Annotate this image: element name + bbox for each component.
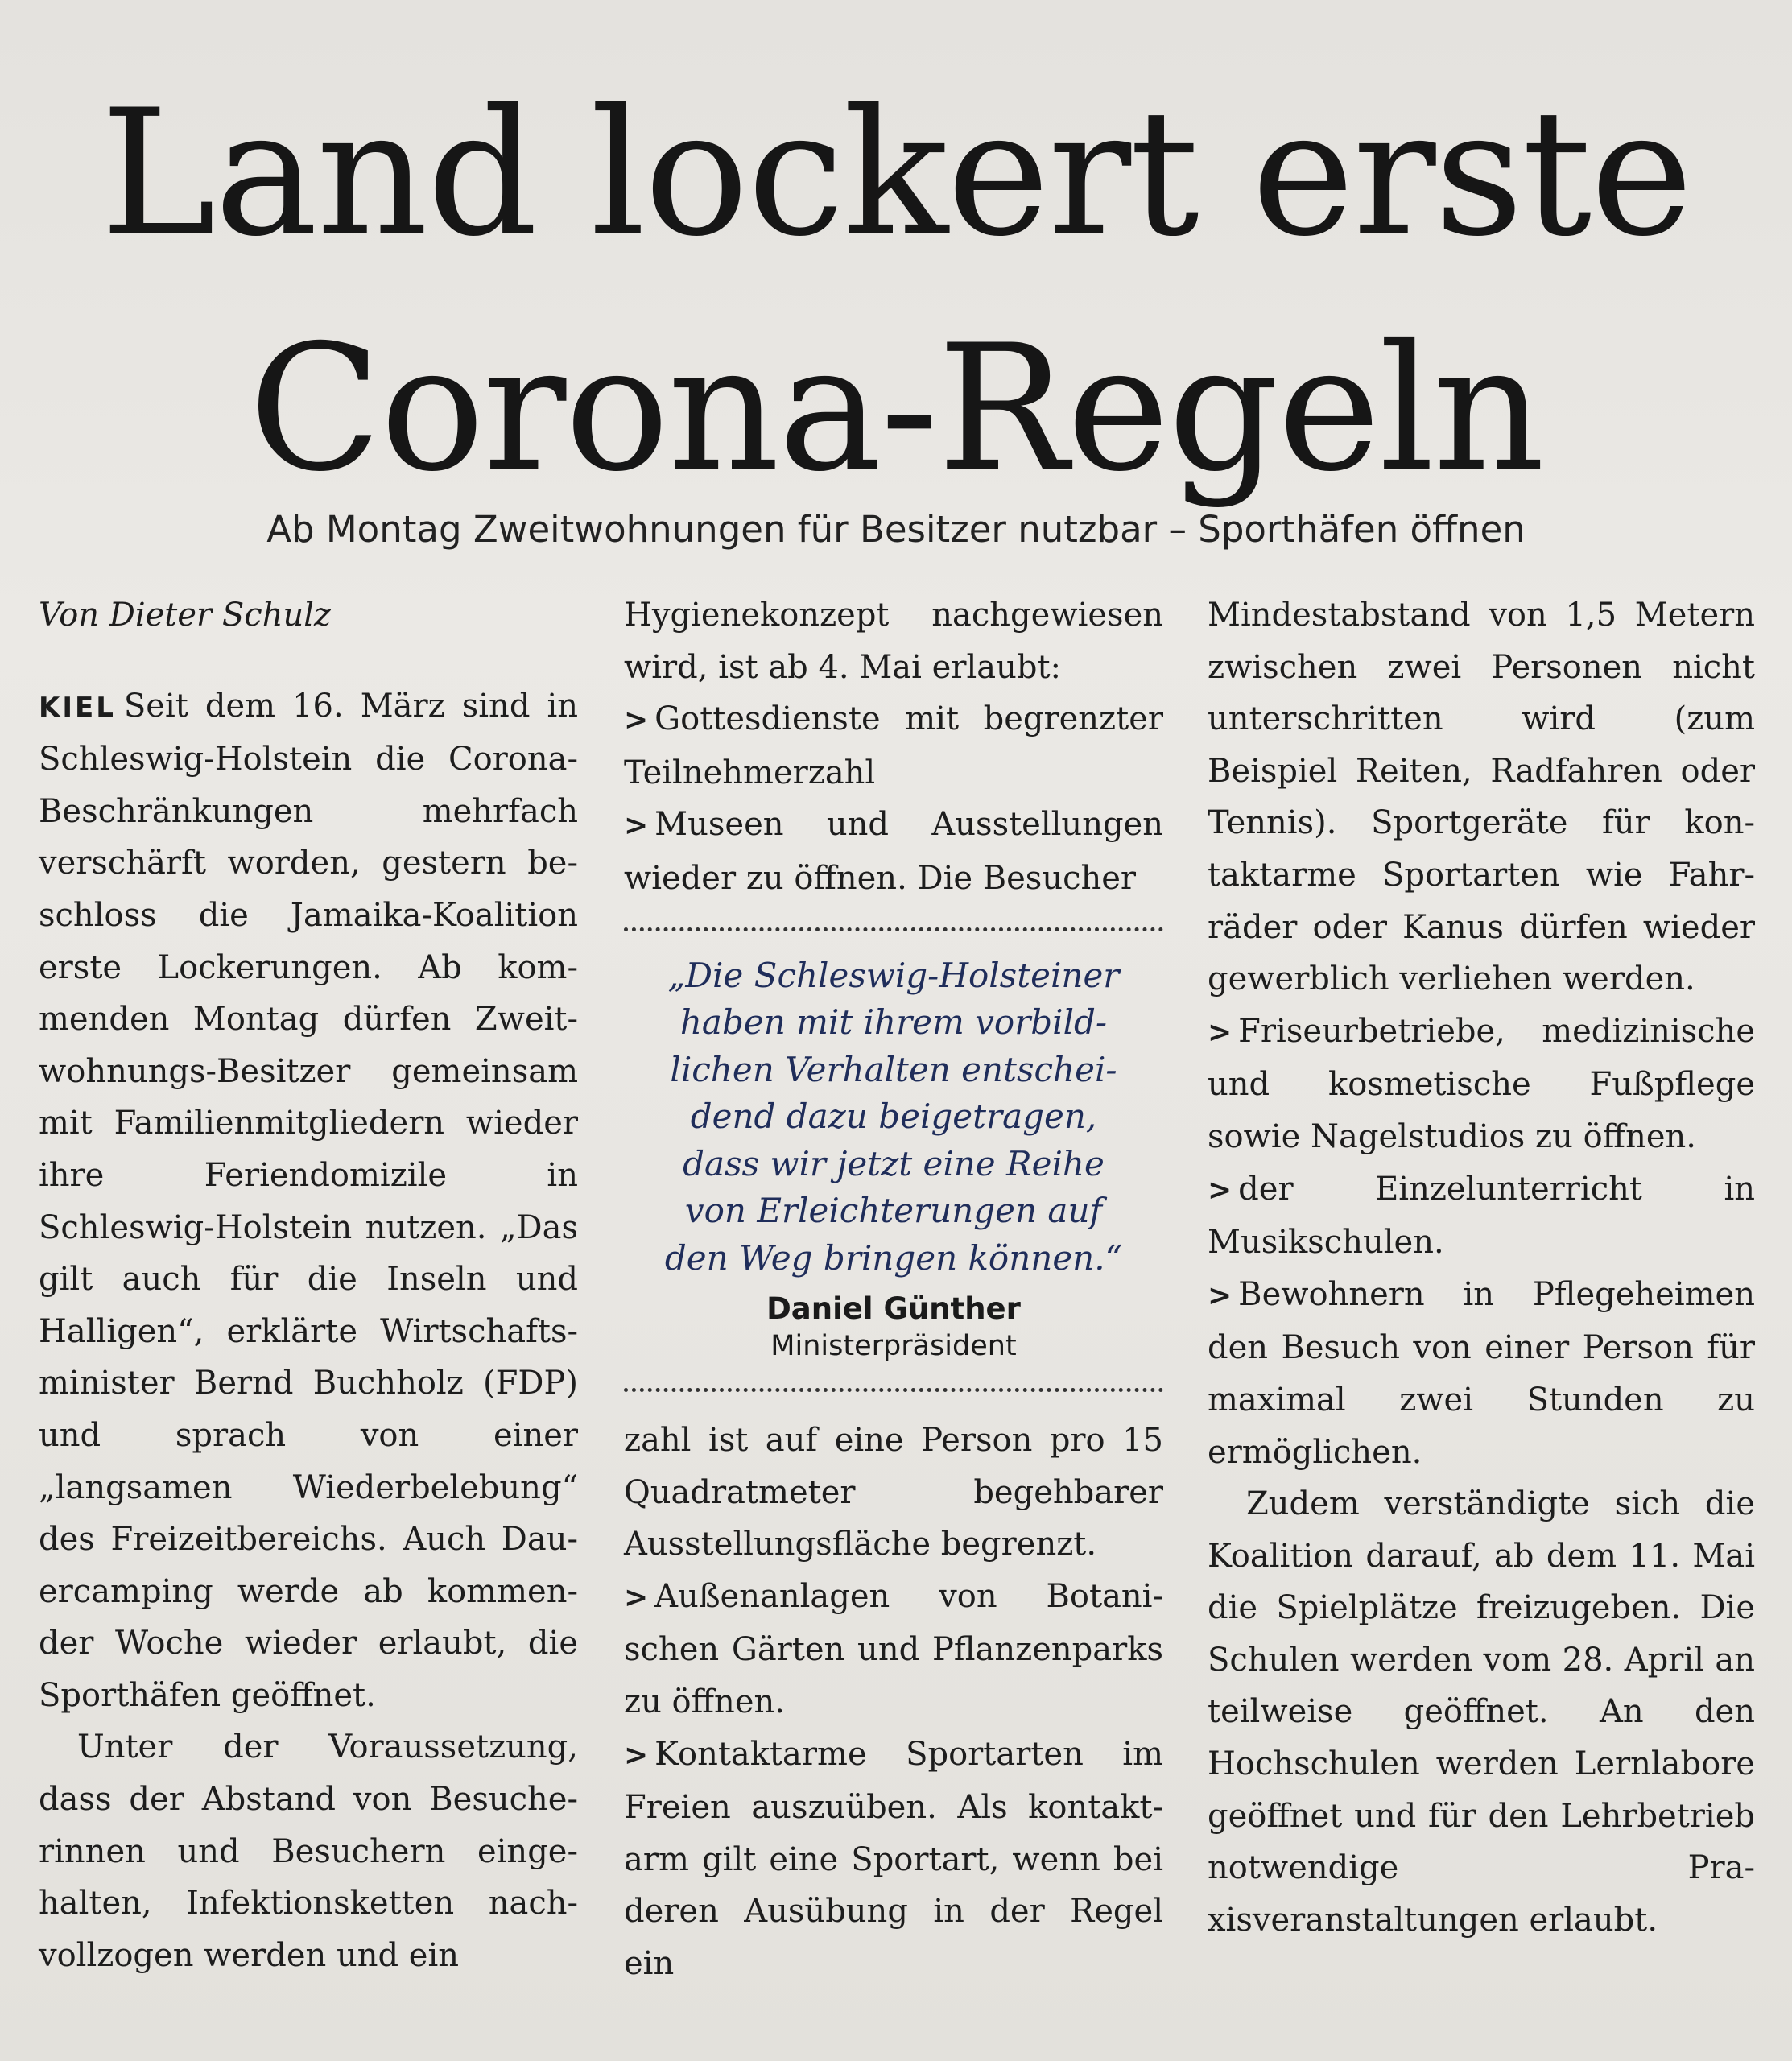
list-item xyxy=(624,1571,1163,1729)
paragraph: Hygienekonzept nachgewiesen wird, ist ab 4. Mai erlaubt: xyxy=(624,597,1163,686)
headline-line-1: Land lockert erste xyxy=(100,72,1692,275)
list-item xyxy=(1208,1006,1755,1163)
bullet-arrow-icon: > xyxy=(624,1580,649,1614)
bullet-arrow-icon: > xyxy=(624,704,649,737)
list-item xyxy=(624,799,1163,904)
dotted-divider xyxy=(624,927,1163,931)
article-column-1 xyxy=(39,589,578,1981)
list-item-text: Friseurbetriebe, medizinische und kosmetische Fußpflege sowie Nagelstudios zu öffnen. xyxy=(1208,1012,1755,1155)
quote-author-role: Ministerpräsident xyxy=(770,1330,1017,1363)
headline xyxy=(0,56,1792,527)
bullet-arrow-icon: > xyxy=(1208,1278,1233,1312)
bullet-arrow-icon: > xyxy=(1208,1015,1233,1049)
article-column-3 xyxy=(1208,589,1755,1946)
quote-text xyxy=(624,952,1163,1282)
quote-line: von Erleichterungen auf xyxy=(684,1191,1103,1231)
quote-line: lichen Verhalten entschei- xyxy=(670,1049,1117,1089)
paragraph: Mindestabstand von 1,5 Metern zwischen zwei Personen nicht unterschritten wird (zum Beispiel Reiten, Radfahren oder Tennis). Sportgeräte für kontaktarme Sportarten wie Fahrräder oder Kanus dürfen wieder gewerblich verliehen werden. xyxy=(1208,597,1755,998)
list-item-text: Kontaktarme Sportarten im Freien auszuüben. Als kontaktarm gilt eine Sportart, wenn bei deren Ausübung in der Regel ein xyxy=(624,1735,1163,1982)
list-item-text: der Einzelunterricht in Musikschulen. xyxy=(1208,1170,1755,1262)
headline-line-2: Corona-Regeln xyxy=(248,308,1544,510)
bullet-arrow-icon: > xyxy=(624,809,649,843)
quote-line: dend dazu beigetragen, xyxy=(690,1097,1097,1137)
byline: Von Dieter Schulz xyxy=(39,597,332,634)
list-item-text: Gottesdienste mit begrenzter Teilnehmerzahl xyxy=(624,700,1163,791)
list-item xyxy=(624,1729,1163,1990)
paragraph: zahl ist auf eine Person pro 15 Quadratmeter begehbarer Ausstellungsfläche begrenzt. xyxy=(624,1422,1163,1563)
list-item-text: Bewohnern in Pflegeheimen den Besuch von einer Person für maximal zwei Stunden zu ermöglichen. xyxy=(1208,1275,1755,1471)
list-item xyxy=(624,693,1163,799)
paragraph: Unter der Voraussetzung, dass der Abstand von Besucherinnen und Besuchern eingehalten, Infektionsketten nachvollzogen werden und ein xyxy=(39,1729,578,1974)
subheadline: Ab Montag Zweitwohnungen für Besitzer nutzbar – Sporthäfen öffnen xyxy=(266,508,1526,551)
paragraph: Zudem verständigte sich die Koalition darauf, ab dem 11. Mai die Spielplätze freizugeben. Die Schulen werden vom 28. April an teilweise geöffnet. An den Hochschulen werden Lernlabore geöffnet und für den Lehrbetrieb notwendige Praxisveranstaltungen erlaubt. xyxy=(1208,1485,1755,1939)
dateline: KIEL xyxy=(39,691,116,724)
list-item-text: Museen und Ausstellungen wieder zu öffnen. Die Besucher xyxy=(624,806,1163,897)
quote-line: haben mit ihrem vorbild- xyxy=(679,1002,1108,1043)
article-column-2 xyxy=(624,589,1163,1990)
bullet-arrow-icon: > xyxy=(1208,1173,1233,1207)
paragraph xyxy=(39,680,578,1722)
quote-line: den Weg bringen können.“ xyxy=(664,1237,1123,1278)
pull-quote xyxy=(624,927,1163,1393)
list-item xyxy=(1208,1269,1755,1478)
quote-author: Daniel Günther xyxy=(766,1291,1021,1327)
bullet-arrow-icon: > xyxy=(624,1738,649,1772)
list-item xyxy=(1208,1163,1755,1269)
dotted-divider xyxy=(624,1388,1163,1392)
quote-line: „Die Schleswig-Holsteiner xyxy=(667,955,1120,995)
list-item-text: Außenanlagen von Botanischen Gärten und Pflanzenparks zu öffnen. xyxy=(624,1577,1163,1721)
quote-line: dass wir jetzt eine Reihe xyxy=(683,1143,1105,1183)
paragraph-text: Seit dem 16. März sind in Schleswig-Holstein die Corona-Beschränkungen mehrfach verschärft worden, gestern beschloss die Jamaika-Koalition erste Lockerungen. Ab kommenden Montag dürfen Zweitwohnungs-Besitzer gemeinsam mit Familienmitgliedern wieder ihre Feriendomizile in Schleswig-Holstein nutzen. „Das gilt auch für die Inseln und Halligen“, erklärte Wirtschaftsminister Bernd Buchholz (FDP) und sprach von einer „langsamen Wiederbelebung“ des Freizeitbereichs. Auch Dauercamping werde ab kommender Woche wieder erlaubt, die Sporthäfen geöffnet. xyxy=(39,687,578,1714)
